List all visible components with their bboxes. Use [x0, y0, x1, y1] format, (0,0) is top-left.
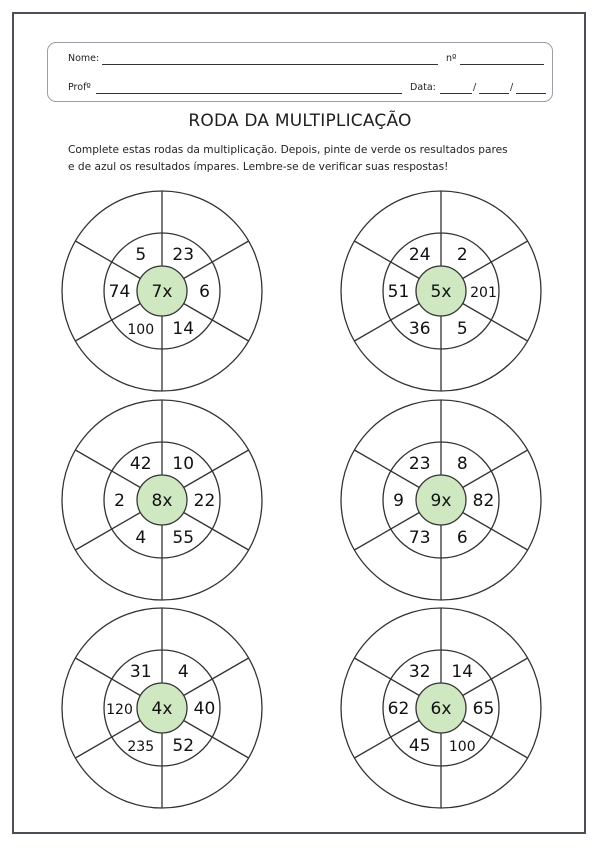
wheel-center-label: 6x: [430, 699, 452, 719]
answer-cell[interactable]: [190, 558, 214, 578]
multiplication-wheel: [62, 191, 262, 391]
wheel-center-label: 4x: [151, 699, 173, 719]
wheel-spoke: [463, 450, 528, 488]
answer-cell[interactable]: [350, 490, 374, 510]
answer-cell[interactable]: [390, 766, 414, 786]
wheel-number: 62: [387, 699, 410, 719]
answer-cell[interactable]: [508, 490, 532, 510]
wheel-spoke: [184, 658, 249, 696]
wheel-number: 74: [108, 282, 131, 302]
wheel-center-label: 9x: [430, 491, 452, 511]
answer-cell[interactable]: [469, 422, 493, 442]
answer-cell[interactable]: [350, 698, 374, 718]
wheel-number: 52: [172, 735, 195, 756]
wheel-number: 23: [172, 245, 195, 266]
wheel-number: 51: [387, 282, 410, 302]
wheel-number: 235: [127, 738, 155, 755]
wheel-spoke: [463, 304, 528, 342]
wheel-number: 5: [135, 245, 147, 266]
answer-cell[interactable]: [229, 698, 253, 718]
wheel-number: 23: [408, 454, 431, 475]
wheel-number: 201: [470, 285, 497, 301]
wheel-number: 32: [408, 662, 431, 683]
multiplication-wheel: [62, 608, 262, 808]
date-label: Data:: [410, 82, 436, 93]
instructions-line: Complete estas rodas da multiplicação. Depois, pinte de verde os resultados pares: [68, 144, 508, 156]
answer-cell[interactable]: [508, 698, 532, 718]
multiplication-wheel: [341, 608, 541, 808]
date-separator: /: [510, 82, 514, 93]
answer-cell[interactable]: [229, 490, 253, 510]
name-label: Nome:: [68, 53, 100, 64]
wheel-number: 14: [172, 318, 195, 339]
wheel-number: 40: [193, 699, 216, 719]
answer-cell[interactable]: [111, 213, 135, 233]
answer-cell[interactable]: [469, 766, 493, 786]
wheel-number: 9: [393, 491, 404, 511]
answer-cell[interactable]: [469, 349, 493, 369]
wheel-center-label: 8x: [151, 491, 173, 511]
answer-cell[interactable]: [111, 558, 135, 578]
wheel-number: 4: [135, 527, 147, 548]
answer-cell[interactable]: [229, 281, 253, 301]
answer-cell[interactable]: [190, 630, 214, 650]
wheel-number: 82: [472, 491, 495, 511]
wheel-center-label: 5x: [430, 282, 452, 302]
answer-cell[interactable]: [390, 213, 414, 233]
multiplication-wheel: [341, 191, 541, 391]
wheel-number: 6: [199, 282, 210, 302]
wheel-number: 8: [456, 454, 468, 475]
answer-cell[interactable]: [390, 630, 414, 650]
answer-cell[interactable]: [508, 281, 532, 301]
wheel-number: 14: [451, 662, 474, 683]
answer-cell[interactable]: [390, 422, 414, 442]
answer-cell[interactable]: [190, 349, 214, 369]
wheel-number: 100: [127, 321, 155, 338]
wheel-number: 42: [129, 454, 152, 475]
wheel-number: 45: [408, 735, 431, 756]
wheel-number: 2: [456, 245, 468, 266]
instructions-line: e de azul os resultados ímpares. Lembre-se de verificar suas respostas!: [68, 161, 449, 173]
answer-cell[interactable]: [469, 213, 493, 233]
wheel-number: 6: [456, 527, 468, 548]
page-title: RODA DA MULTIPLICAÇÃO: [188, 111, 412, 131]
wheel-spoke: [463, 513, 528, 551]
wheel-number: 120: [106, 702, 133, 718]
wheel-spoke: [75, 513, 140, 551]
wheel-number: 100: [448, 738, 476, 755]
answer-cell[interactable]: [350, 281, 374, 301]
multiplication-wheel: [62, 400, 262, 600]
wheel-number: 4: [177, 662, 189, 683]
answer-cell[interactable]: [111, 766, 135, 786]
answer-cell[interactable]: [190, 766, 214, 786]
teacher-label: Profº: [68, 82, 91, 93]
wheel-number: 2: [114, 491, 125, 511]
answer-cell[interactable]: [469, 558, 493, 578]
answer-cell[interactable]: [111, 630, 135, 650]
wheel-number: 24: [408, 245, 431, 266]
answer-cell[interactable]: [190, 422, 214, 442]
wheel-number: 31: [129, 662, 152, 683]
answer-cell[interactable]: [390, 349, 414, 369]
wheel-number: 65: [472, 699, 495, 719]
wheel-number: 22: [193, 491, 216, 511]
number-label: nº: [446, 53, 457, 64]
answer-cell[interactable]: [111, 349, 135, 369]
answer-cell[interactable]: [190, 213, 214, 233]
answer-cell[interactable]: [469, 630, 493, 650]
wheel-number: 55: [172, 527, 195, 548]
wheel-spoke: [75, 241, 140, 279]
wheel-spoke: [463, 241, 528, 279]
date-separator: /: [473, 82, 477, 93]
wheel-number: 10: [172, 454, 195, 475]
multiplication-wheel: [341, 400, 541, 600]
wheel-number: 5: [456, 318, 468, 339]
wheel-number: 73: [408, 527, 431, 548]
answer-cell[interactable]: [71, 490, 95, 510]
wheel-center-label: 7x: [151, 282, 173, 302]
wheel-number: 36: [408, 318, 431, 339]
answer-cell[interactable]: [71, 698, 95, 718]
answer-cell[interactable]: [71, 281, 95, 301]
answer-cell[interactable]: [390, 558, 414, 578]
answer-cell[interactable]: [111, 422, 135, 442]
